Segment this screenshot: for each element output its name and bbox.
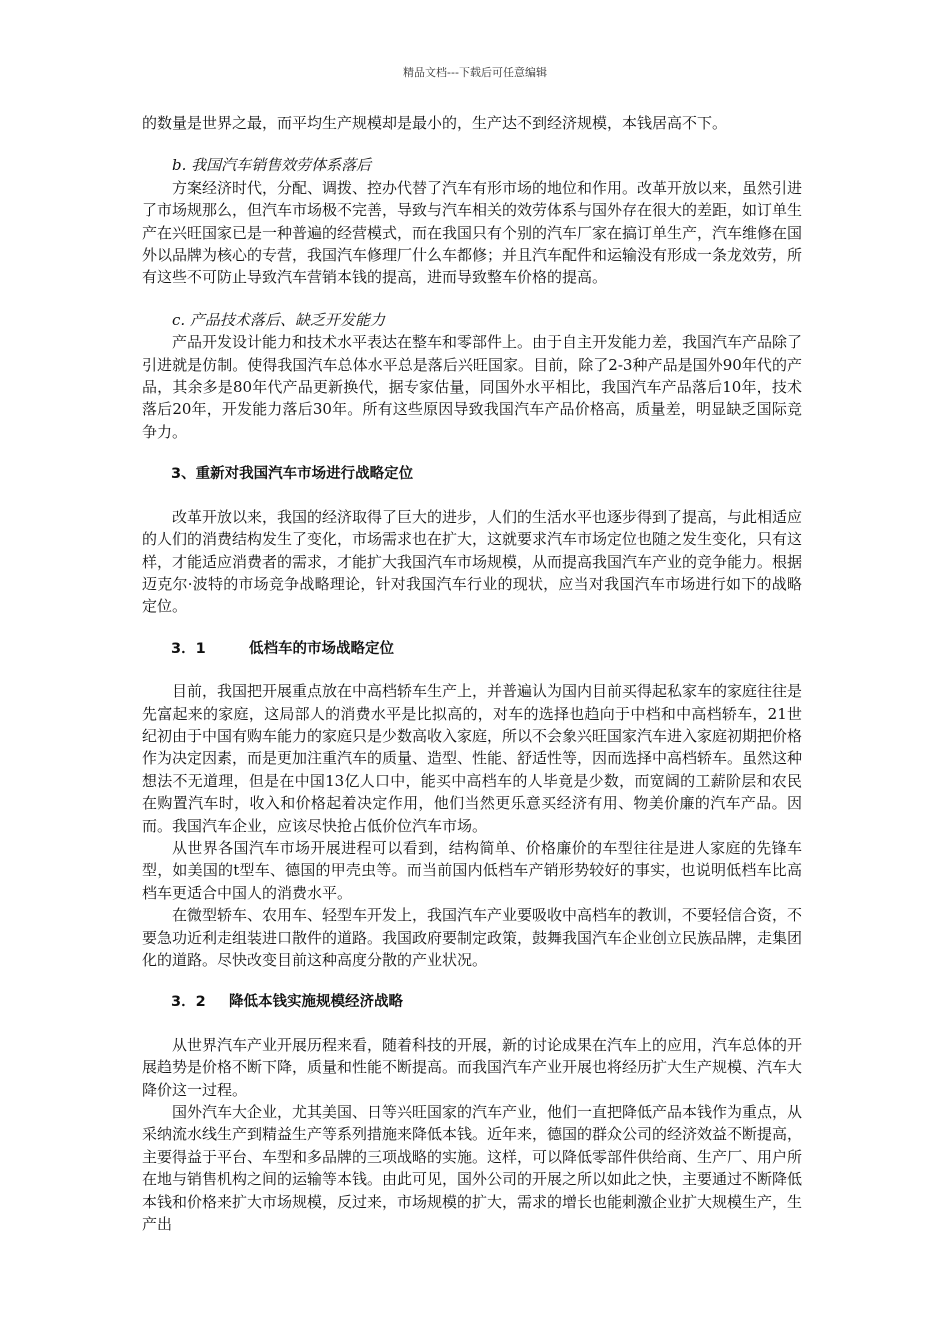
section-heading-3-1: [142, 638, 802, 660]
section-title: 低档车的市场战略定位: [249, 640, 394, 657]
paragraph: 目前，我国把开展重点放在中高档轿车生产上，并普遍认为国内目前买得起私家车的家庭往往是先富起来的家庭，这局部人的消费水平是比拟高的，对车的选择也趋向于中档和中高档轿车，21世纪初由于中国有购车能力的家庭只是少数高收入家庭，所以不会象兴旺国家汽车进入家庭初期把价格作为决定因素，而是更加注重汽车的质量、造型、性能、舒适性等，因而选择中高档轿车。虽然这种想法不无道理，但是在中国13亿人口中，能买中高档车的人毕竟是少数，而宽阔的工薪阶层和农民在购置汽车时，收入和价格起着决定作用，他们当然更乐意买经济有用、物美价廉的汽车产品。因而。我国汽车企业，应该尽快抢占低价位汽车市场。: [142, 682, 803, 835]
paragraph: 从世界汽车产业开展历程来看，随着科技的开展，新的讨论成果在汽车上的应用，汽车总体的开展趋势是价格不断下降，质量和性能不断提高。而我国汽车产业开展也将经历扩大生产规模、汽车大降价这一过程。: [142, 1035, 803, 1099]
section-number: 3．2: [171, 994, 206, 1011]
section-heading-3-2: [142, 991, 802, 1013]
subheading-b: b. 我国汽车销售效劳体系落后: [172, 156, 372, 175]
paragraph: 产品开发设计能力和技术水平表达在整车和零部件上。由于自主开发能力差，我国汽车产品除了引进就是仿制。使得我国汽车总体水平总是落后兴旺国家。目前，除了2-3种产品是国外90年代的产品，其余多是80年代产品更新换代，据专家估量，同国外水平相比，我国汽车产品落后10年，技术落后20年，开发能力落后30年。所有这些原因导致我国汽车产品价格高，质量差，明显缺乏国际竞争力。: [142, 333, 803, 441]
paragraph: 方案经济时代，分配、调拨、控办代替了汽车有形市场的地位和作用。改革开放以来，虽然引进了市场规那么，但汽车市场极不完善，导致与汽车相关的效劳体系与国外存在很大的差距，如订单生产在兴旺国家已是一种普遍的经营模式，而在我国只有个别的汽车厂家在搞订单生产，汽车维修在国外以品牌为核心的专营，我国汽车修理厂什么车都修；并且汽车配件和运输没有形成一条龙效劳，所有这些不可防止导致汽车营销本钱的提高，进而导致整车价格的提高。: [142, 178, 803, 287]
page-header: 精品文档---下载后可任意编辑: [403, 66, 547, 79]
paragraph: 国外汽车大企业，尤其美国、日等兴旺国家的汽车产业，他们一直把降低产品本钱作为重点，从采纳流水线生产到精益生产等系列措施来降低本钱。近年来，德国的群众公司的经济效益不断提高，主要得益于平台、车型和多品牌的三项战略的实施。这样，可以降低零部件供给商、生产厂、用户所在地与销售机构之间的运输等本钱。由此可见，国外公司的开展之所以如此之快，主要通过不断降低本钱和价格来扩大市场规模，反过来，市场规模的扩大，需求的增长也能刺激企业扩大规模生产，生产出: [142, 1103, 803, 1234]
section-number: 3．1: [171, 640, 206, 657]
section-title: 降低本钱实施规模经济战略: [229, 994, 403, 1011]
paragraph: 从世界各国汽车市场开展进程可以看到，结构简单、价格廉价的车型往往是进人家庭的先锋车型，如美国的t型车、德国的甲壳虫等。而当前国内低档车产销形势较好的事实，也说明低档车比高档车更适合中国人的消费水平。: [142, 838, 802, 902]
section-heading-3: 3、重新对我国汽车市场进行战略定位: [171, 466, 414, 483]
paragraph: 改革开放以来，我国的经济取得了巨大的进步，人们的生活水平也逐步得到了提高，与此相适应的人们的消费结构发生了变化，市场需求也在扩大，这就要求汽车市场定位也随之发生变化，只有这样，才能适应消费者的需求，才能扩大我国汽车市场规模，从而提高我国汽车产业的竞争能力。根据迈克尔·波特的市场竞争战略理论，针对我国汽车行业的现状，应当对我国汽车市场进行如下的战略定位。: [142, 507, 803, 616]
subheading-c: c. 产品技术落后、缺乏开发能力: [172, 310, 385, 329]
document-body: [142, 112, 802, 1235]
paragraph: 在微型轿车、农用车、轻型车开发上，我国汽车产业要吸收中高档车的教训，不要轻信合资，不要急功近利走组装进口散件的道路。我国政府要制定政策，鼓舞我国汽车企业创立民族品牌，走集团化的道路。尽快改变目前这种高度分散的产业状况。: [142, 906, 803, 969]
paragraph: 的数量是世界之最，而平均生产规模却是最小的，生产达不到经济规模，本钱居高不下。: [142, 114, 728, 132]
